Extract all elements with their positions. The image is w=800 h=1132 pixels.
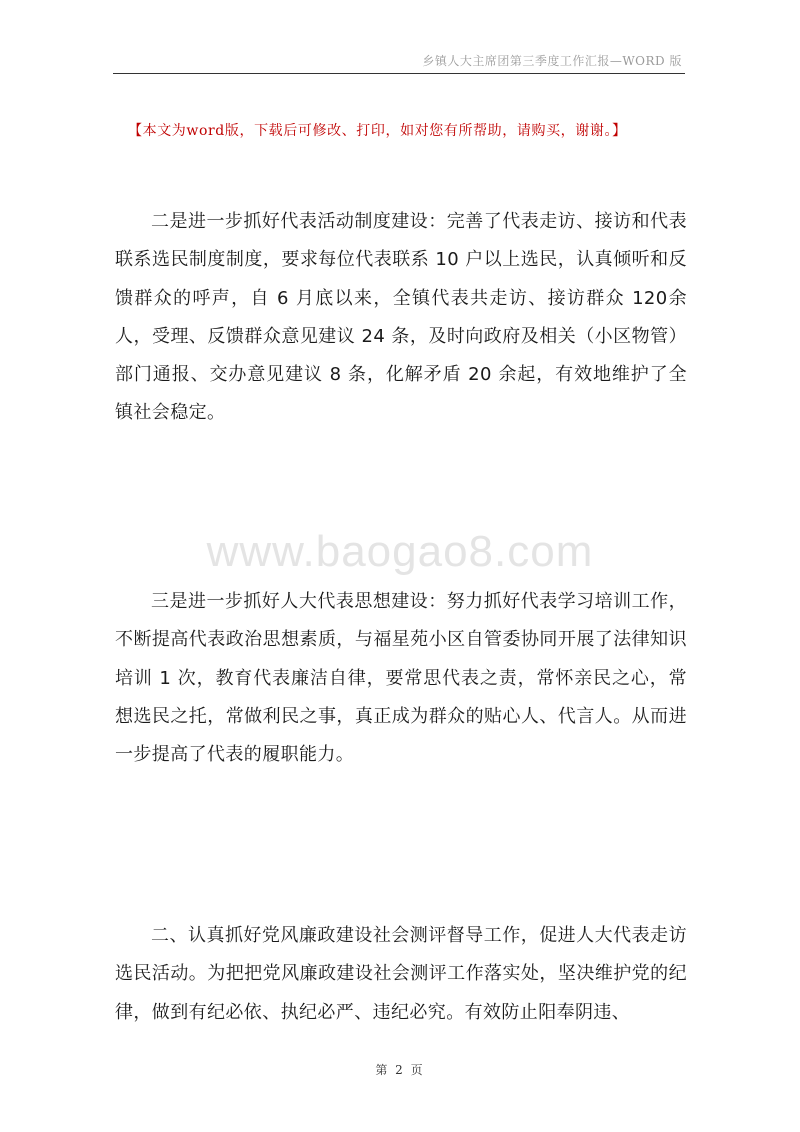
document-header-title: 乡镇人大主席团第三季度工作汇报—WORD 版 [422, 54, 682, 68]
body-paragraph: 三是进一步抓好人大代表思想建设：努力抓好代表学习培训工作，不断提高代表政治思想素质，与福星苑小区自管委协同开展了法律知识培训 1 次，教育代表廉洁自律，要常思代表之责，常怀亲民之心，常想选民之托，常做利民之事，真正成为群众的贴心人、代言人。从而进一步提高了代表的履职能力。 [115, 591, 687, 766]
purchase-notice: 【本文为word版，下载后可修改、打印，如对您有所帮助，请购买，谢谢。】 [128, 123, 627, 139]
header-divider [113, 73, 685, 74]
body-paragraph: 二、认真抓好党风廉政建设社会测评督导工作，促进人大代表走访选民活动。为把把党风廉政建设社会测评工作落实处，坚决维护党的纪律，做到有纪必依、执纪必严、违纪必究。有效防止阳奉阴违、 [115, 925, 687, 1023]
watermark: www.baogao8.com [206, 527, 594, 576]
page-number: 第 2 页 [375, 1063, 425, 1077]
body-paragraph: 二是进一步抓好代表活动制度建设：完善了代表走访、接访和代表联系选民制度制度，要求每位代表联系 10 户以上选民，认真倾听和反馈群众的呼声，自 6 月底以来，全镇代表共走访、接访群众 120余人，受理、反馈群众意见建议 24 条，及时向政府及相关（小区物管）部门通报、交办意见建议 8 条，化解矛盾 20 余起，有效地维护了全镇社会稳定。 [115, 211, 687, 424]
